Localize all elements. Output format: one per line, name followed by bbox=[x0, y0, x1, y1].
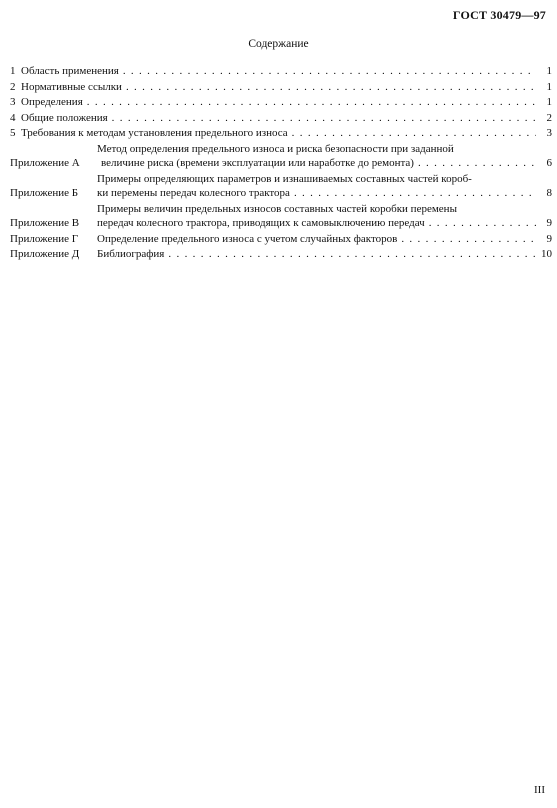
toc-appendix-b[interactable] bbox=[10, 172, 552, 201]
appendix-label: Приложение А bbox=[10, 157, 80, 169]
toc-entry-number: 4 bbox=[10, 111, 16, 124]
dot-leader bbox=[112, 111, 536, 126]
toc-entry-number: 2 bbox=[10, 80, 16, 93]
appendix-label: Приложение Д bbox=[10, 248, 80, 260]
toc-appendix-g[interactable] bbox=[10, 232, 552, 247]
toc-entry-page: 10 bbox=[541, 248, 552, 260]
appendix-label: Приложение В bbox=[10, 217, 80, 229]
toc-entry-4[interactable] bbox=[10, 111, 552, 126]
document-code: ГОСТ 30479—97 bbox=[452, 8, 546, 22]
toc-entry-1[interactable] bbox=[10, 64, 552, 79]
toc-entry-title: Общие положения bbox=[21, 111, 108, 124]
dot-leader bbox=[292, 126, 536, 141]
dot-leader bbox=[168, 247, 536, 262]
toc-entry-page: 9 bbox=[546, 217, 552, 229]
toc-entry-number: 3 bbox=[10, 96, 16, 108]
appendix-title-line: ки перемены передач колесного трактора bbox=[97, 187, 290, 199]
dot-leader bbox=[429, 216, 536, 231]
page-number: III bbox=[534, 784, 545, 796]
dot-leader bbox=[294, 186, 536, 201]
toc-entry-number: 5 bbox=[10, 127, 16, 139]
appendix-title-line: Библиография bbox=[97, 248, 165, 260]
appendix-title-line: Примеры величин предельных износов составных частей коробки перемены bbox=[97, 202, 457, 215]
dot-leader bbox=[123, 64, 536, 79]
appendix-title-line: Метод определения предельного износа и риска безопасности при заданной bbox=[97, 142, 454, 155]
toc-entry-page: 9 bbox=[546, 232, 552, 245]
toc-entry-page: 8 bbox=[546, 187, 552, 199]
toc-appendix-v[interactable] bbox=[10, 202, 552, 231]
toc-entry-page: 2 bbox=[546, 111, 552, 124]
dot-leader bbox=[418, 156, 536, 171]
dot-leader bbox=[87, 95, 536, 110]
toc-appendix-d[interactable] bbox=[10, 247, 552, 262]
toc-entry-title: Область применения bbox=[21, 65, 119, 77]
dot-leader bbox=[126, 80, 536, 95]
table-of-contents bbox=[10, 64, 552, 262]
toc-entry-number: 1 bbox=[10, 65, 16, 77]
toc-entry-page: 6 bbox=[546, 157, 552, 169]
appendix-label: Приложение Б bbox=[10, 187, 79, 199]
toc-appendix-a[interactable] bbox=[10, 142, 552, 171]
toc-entry-title: Определения bbox=[21, 96, 83, 108]
toc-entry-title: Требования к методам установления предельного износа bbox=[21, 127, 288, 139]
toc-entry-title: Нормативные ссылки bbox=[21, 80, 122, 93]
dot-leader bbox=[401, 232, 536, 247]
toc-entry-page: 1 bbox=[546, 96, 552, 108]
toc-entry-3[interactable] bbox=[10, 95, 552, 110]
appendix-title-line: величине риска (времени эксплуатации или наработке до ремонта) bbox=[101, 157, 414, 169]
appendix-title-line: Примеры определяющих параметров и изнашиваемых составных частей короб- bbox=[97, 172, 472, 185]
toc-entry-2[interactable] bbox=[10, 80, 552, 95]
toc-title: Содержание bbox=[248, 38, 309, 50]
toc-entry-page: 1 bbox=[546, 65, 552, 77]
toc-entry-5[interactable] bbox=[10, 126, 552, 141]
appendix-title-line: передач колесного трактора, приводящих к самовыключению передач bbox=[97, 217, 425, 229]
toc-entry-page: 1 bbox=[546, 80, 552, 93]
toc-entry-page: 3 bbox=[546, 127, 552, 139]
appendix-title-line: Определение предельного износа с учетом случайных факторов bbox=[97, 232, 398, 245]
appendix-label: Приложение Г bbox=[10, 232, 79, 245]
